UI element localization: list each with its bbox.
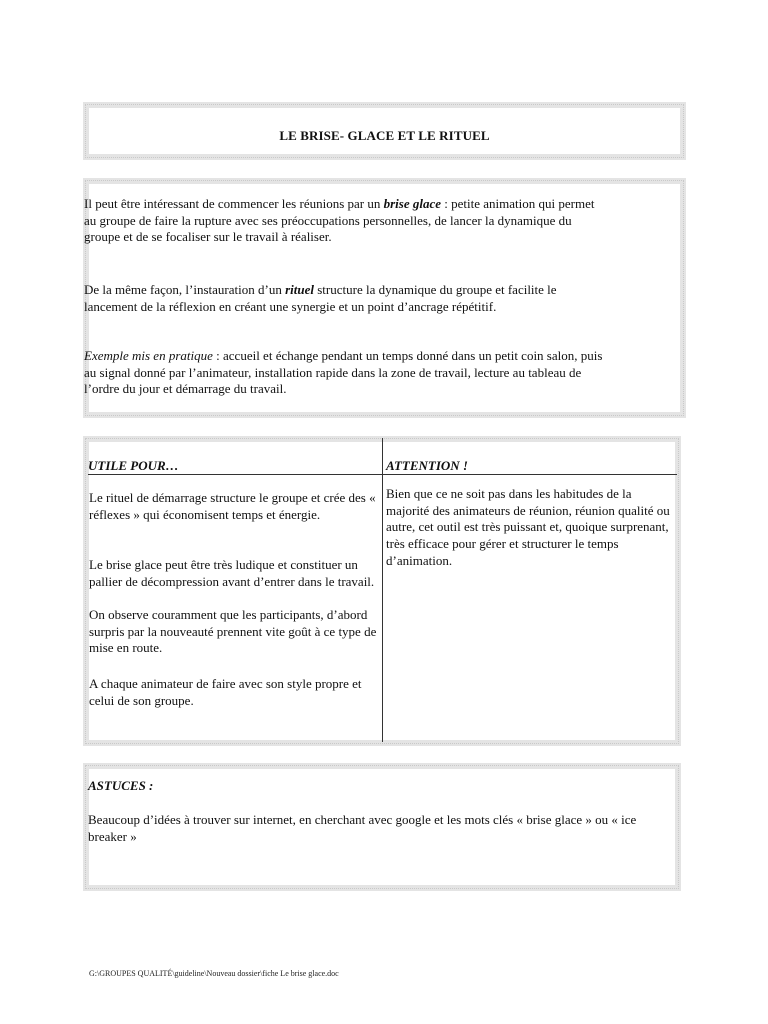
left-cell-paragraph-2: Le brise glace peut être très ludique et constituer un pallier de décompression avant d’entrer dans le travail. — [89, 557, 375, 589]
intro-paragraph-brise-glace — [84, 196, 604, 246]
intro-p2-before: De la même façon, l’instauration d’un — [84, 282, 286, 297]
header-rule — [88, 474, 677, 475]
example-label: Exemple mis en pratique — [84, 348, 213, 363]
column-divider — [382, 438, 383, 742]
tips-text: Beaucoup d’idées à trouver sur internet, en cherchant avec google et les mots clés « brise glace » ou « ice breaker » — [88, 812, 637, 844]
left-cell-paragraph-3: On observe couramment que les participants, d’abord surpris par la nouveauté prennent vite goût à ce type de mise en route. — [89, 607, 377, 656]
left-cell-paragraph-1: Le rituel de démarrage structure le groupe et crée des « réflexes » qui économisent temps et énergie. — [89, 490, 376, 522]
left-cell-paragraph-4: A chaque animateur de faire avec son style propre et celui de son groupe. — [89, 676, 362, 708]
intro-p1-before: Il peut être intéressant de commencer les réunions par un — [84, 196, 384, 211]
term-rituel: rituel — [285, 282, 314, 297]
column-header-utile-pour: UTILE POUR… — [88, 458, 179, 473]
column-header-attention: ATTENTION ! — [386, 458, 468, 473]
intro-paragraph-rituel — [84, 282, 604, 315]
intro-paragraph-example — [84, 348, 604, 398]
tips-header: ASTUCES : — [88, 778, 154, 793]
right-cell-paragraph-1: Bien que ce ne soit pas dans les habitudes de la majorité des animateurs de réunion, réunion qualité ou autre, cet outil est très puissant et, quoique surprenant, très efficace pour gérer et structurer le temps d’animation. — [386, 486, 670, 568]
title-frame — [83, 102, 686, 160]
intro-p3-after: : accueil et échange pendant un temps donné dans un petit coin salon, puis au signal donné par l’animateur, installation rapide dans la zone de travail, lecture au tableau de l’ordre du jour et démarrage du travail. — [84, 348, 603, 397]
document-title: LE BRISE- GLACE ET LE RITUEL — [279, 128, 490, 143]
intro-p2-after: structure la dynamique du groupe et facilite le lancement de la réflexion en créant une synergie et un point d’ancrage répétitif. — [84, 282, 557, 314]
intro-p1-after: : petite animation qui permet au groupe de faire la rupture avec ses préoccupations personnelles, de lancer la dynamique du groupe et de se focaliser sur le travail à réaliser. — [84, 196, 595, 245]
file-path-footer: G:\GROUPES QUALITÉ\guideline\Nouveau dossier\fiche Le brise glace.doc — [89, 969, 339, 978]
term-brise-glace: brise glace — [383, 196, 442, 211]
